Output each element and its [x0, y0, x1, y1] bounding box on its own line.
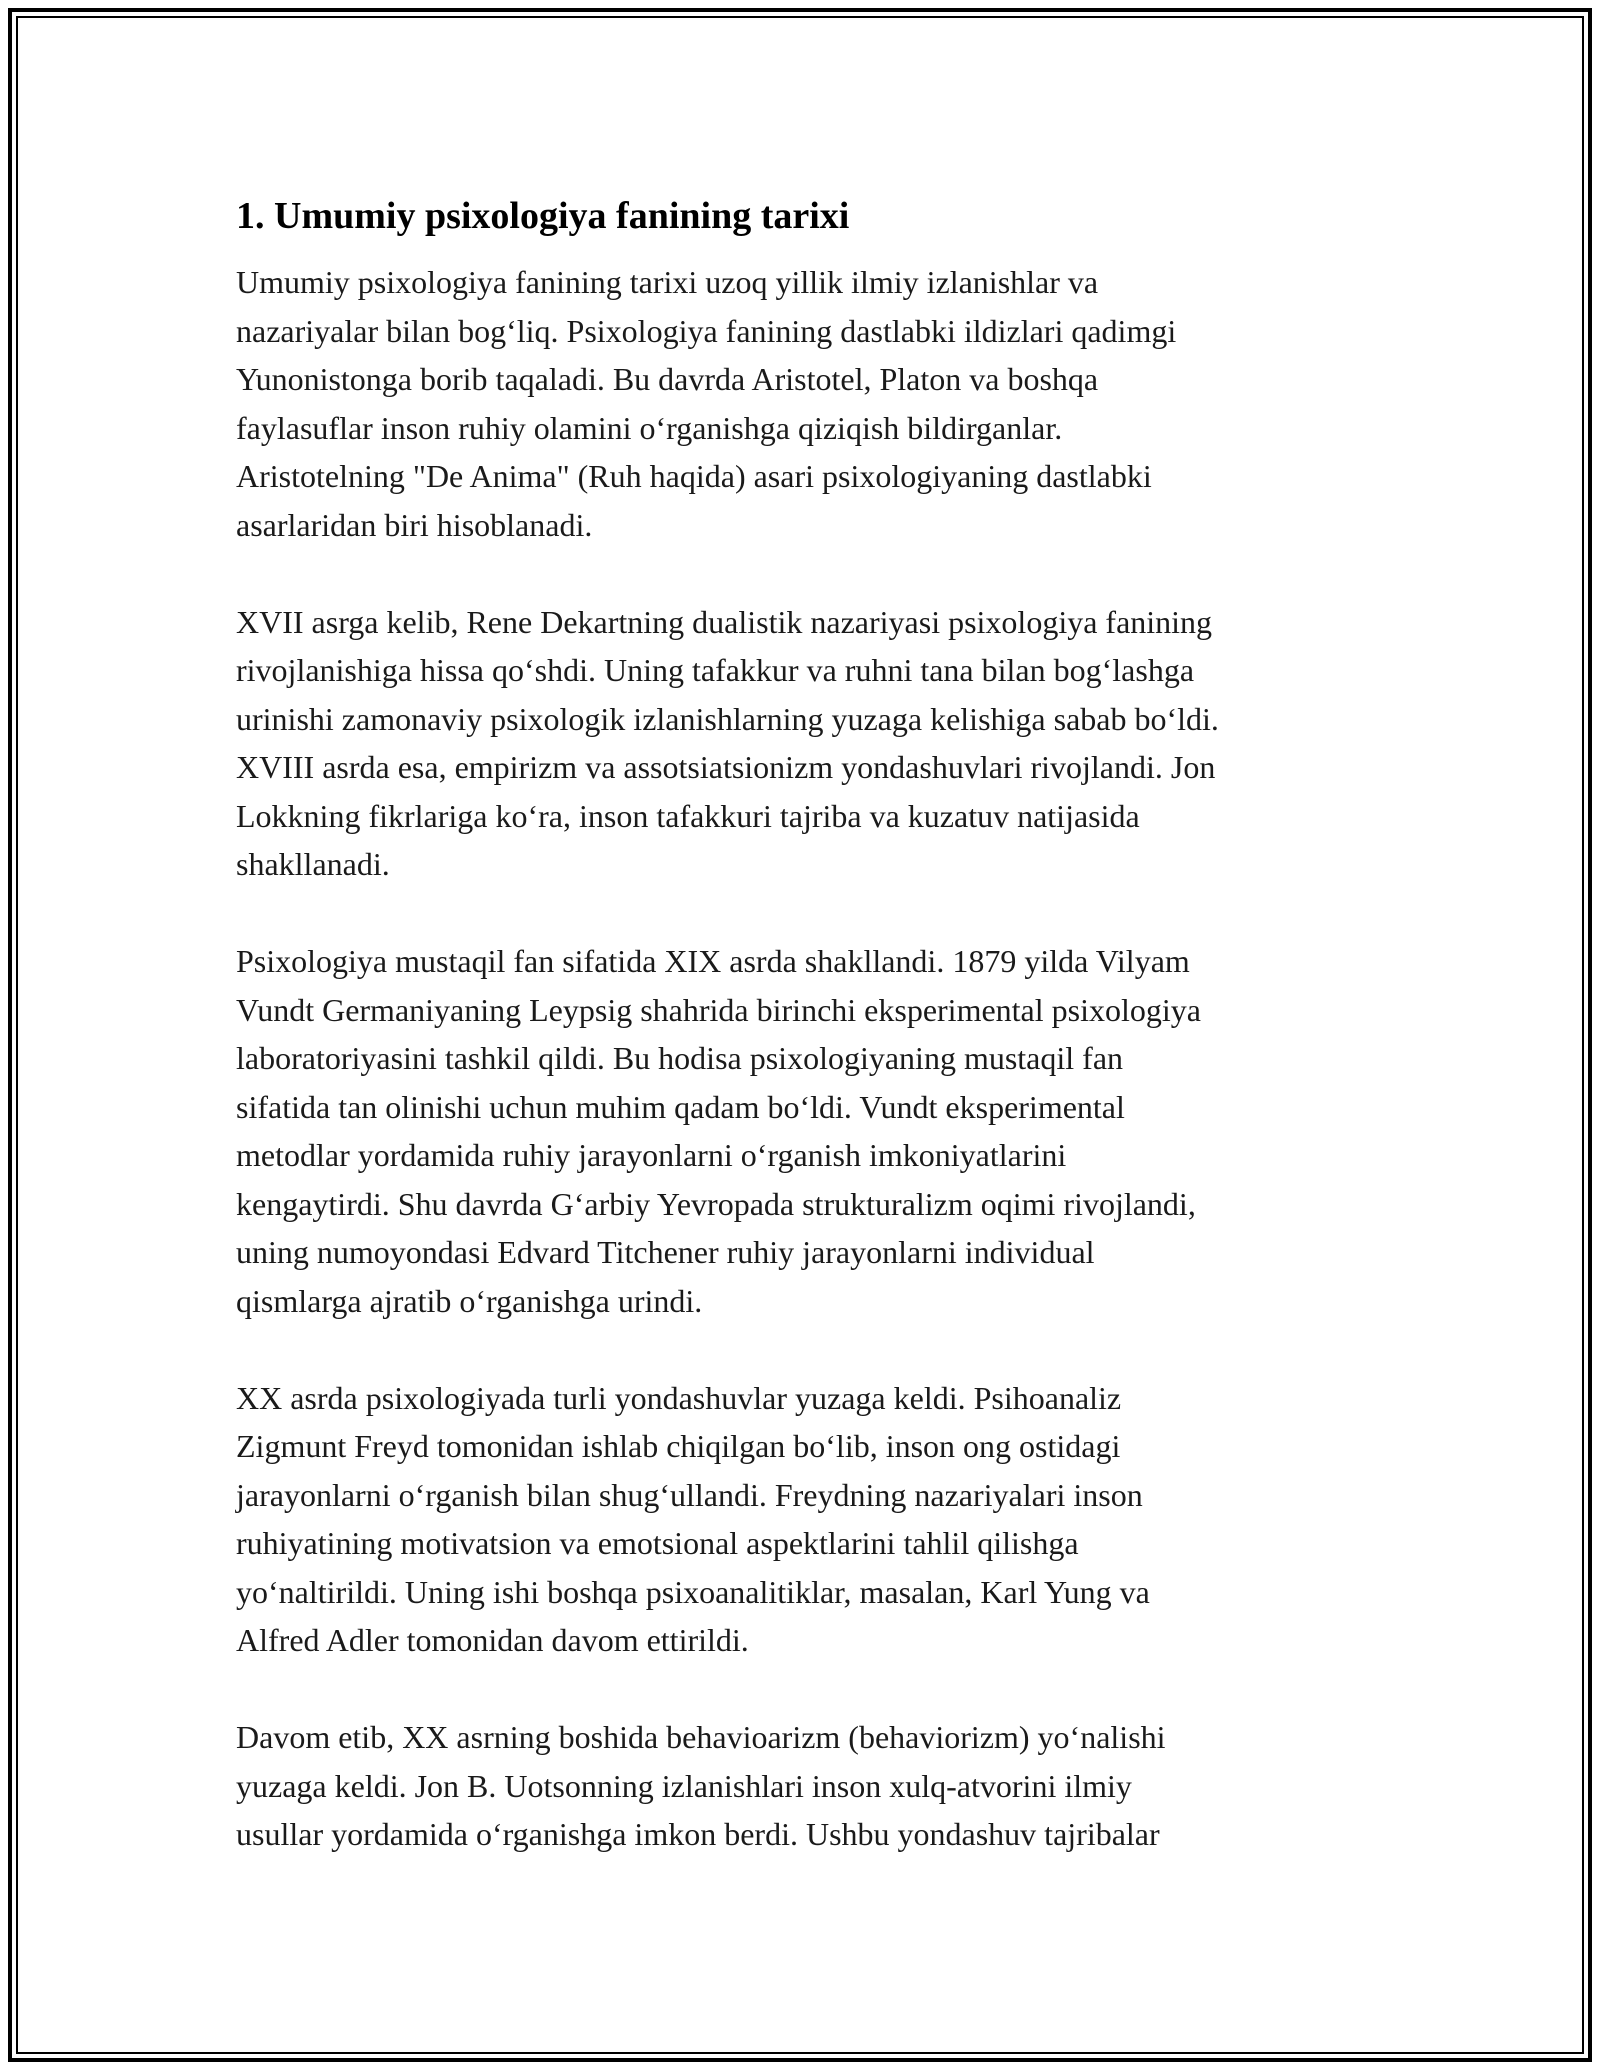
text-line: Umumiy psixologiya fanining tarixi uzoq yillik ilmiy izlanishlar va — [236, 264, 1099, 300]
text-line: Yunonistonga borib taqaladi. Bu davrda Aristotel, Platon va boshqa — [236, 361, 1099, 397]
text-line: Vundt Germaniyaning Leypsig shahrida birinchi eksperimental psixologiya — [236, 991, 1201, 1028]
text-line: uning numoyondasi Edvard Titchener ruhiy jarayonlarni individual — [236, 1234, 1095, 1270]
text-line: shakllanadi. — [236, 846, 390, 882]
text-line: XVII asrga kelib, Rene Dekartning dualistik nazariyasi psixologiya fanining — [236, 603, 1213, 640]
text-line: ruhiyatining motivatsion va emotsional aspektlarini tahlil qilishga — [236, 1525, 1079, 1561]
text-line: XX asrda psixologiyada turli yondashuvlar yuzaga keldi. Psihoanaliz — [236, 1379, 1122, 1416]
paragraph-behaviorism — [236, 1713, 1366, 1859]
text-line: sifatida tan olinishi uchun muhim qadam bo‘ldi. Vundt eksperimental — [236, 1088, 1125, 1125]
section-heading: 1. Umumiy psixologiya fanining tarixi — [236, 195, 850, 237]
paragraph-psychoanalysis — [236, 1374, 1366, 1665]
text-line: Alfred Adler tomonidan davom ettirildi. — [236, 1622, 749, 1658]
text-line: metodlar yordamida ruhiy jarayonlarni o‘rganish imkoniyatlarini — [236, 1137, 1067, 1173]
text-line: nazariyalar bilan bog‘liq. Psixologiya fanining dastlabki ildizlari qadimgi — [236, 312, 1177, 349]
text-line: Lokkning fikrlariga ko‘ra, inson tafakkuri tajriba va kuzatuv natijasida — [236, 797, 1140, 834]
paragraph-19th-century — [236, 937, 1366, 1325]
text-line: urinishi zamonaviy psixologik izlanishlarning yuzaga kelishiga sabab bo‘ldi. — [236, 700, 1219, 737]
text-line: jarayonlarni o‘rganish bilan shug‘ullandi. Freydning nazariyalari inson — [236, 1476, 1143, 1513]
text-line: yo‘naltirildi. Uning ishi boshqa psixoanalitiklar, masalan, Karl Yung va — [236, 1573, 1150, 1610]
paragraph-17th-18th-century — [236, 598, 1366, 889]
text-line: Psixologiya mustaqil fan sifatida XIX asrda shakllandi. 1879 yilda Vilyam — [236, 943, 1190, 979]
text-line: usullar yordamida o‘rganishga imkon berdi. Ushbu yondashuv tajribalar — [236, 1816, 1160, 1852]
text-line: yuzaga keldi. Jon B. Uotsonning izlanishlari inson xulq-atvorini ilmiy — [236, 1767, 1132, 1804]
text-line: XVIII asrda esa, empirizm va assotsiatsionizm yondashuvlari rivojlandi. Jon — [236, 749, 1216, 785]
text-line: qismlarga ajratib o‘rganishga urindi. — [236, 1282, 703, 1319]
text-line: Davom etib, XX asrning boshida behavioarizm (behaviorizm) yo‘nalishi — [236, 1719, 1166, 1755]
text-line: rivojlanishiga hissa qo‘shdi. Uning tafakkur va ruhni tana bilan bog‘lashga — [236, 652, 1195, 688]
text-line: asarlaridan biri hisoblanadi. — [236, 506, 593, 543]
text-line: kengaytirdi. Shu davrda G‘arbiy Yevropada strukturalizm oqimi rivojlandi, — [236, 1185, 1196, 1222]
text-line: faylasuflar inson ruhiy olamini o‘rganishga qiziqish bildirganlar. — [236, 409, 1063, 446]
text-line: Zigmunt Freyd tomonidan ishlab chiqilgan bo‘lib, inson ong ostidagi — [236, 1428, 1121, 1464]
text-line: laboratoriyasini tashkil qildi. Bu hodisa psixologiyaning mustaqil fan — [236, 1040, 1124, 1076]
document-page — [236, 190, 1366, 1907]
text-line: Aristotelning "De Anima" (Ruh haqida) asari psixologiyaning dastlabki — [236, 458, 1152, 494]
paragraph-ancient-origins — [236, 258, 1366, 549]
